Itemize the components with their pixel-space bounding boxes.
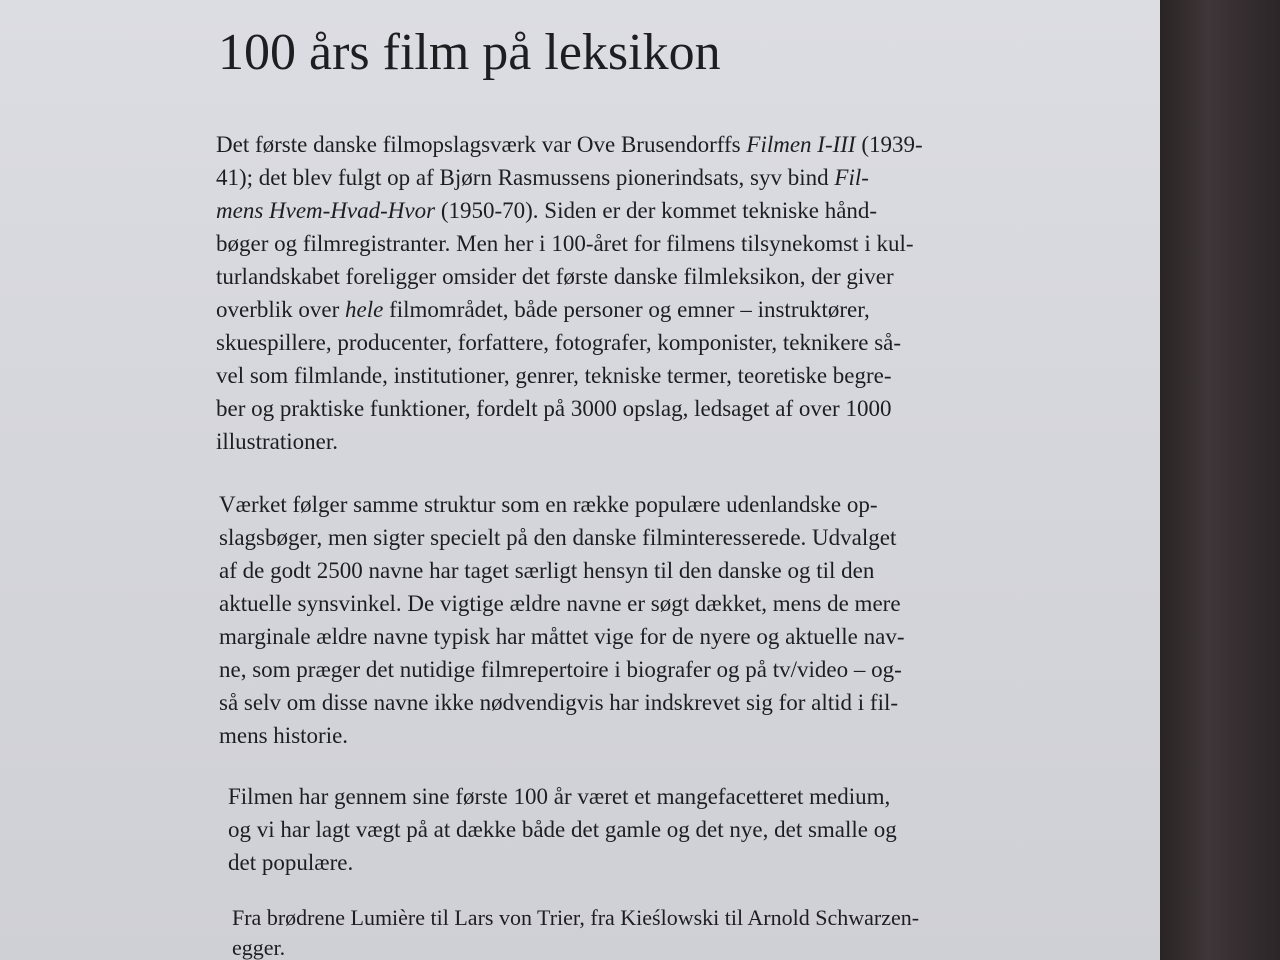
- text-line: 41); det blev fulgt op af Bjørn Rasmussens pionerindsats, syv bind Fil-: [216, 165, 869, 190]
- text-line: egger.: [232, 935, 286, 960]
- paragraph-2: [216, 488, 1086, 752]
- text-line: og vi har lagt vægt på at dække både det gamle og det nye, det smalle og: [228, 817, 897, 842]
- text-line: det populære.: [228, 850, 354, 875]
- paragraph-3: [216, 780, 1086, 879]
- text-line: slagsbøger, men sigter specielt på den danske filminteresserede. Udvalget: [219, 525, 897, 550]
- text-line: af de godt 2500 navne har taget særligt hensyn til den danske og til den: [219, 558, 875, 583]
- text-line: ber og praktiske funktioner, fordelt på 3000 opslag, ledsaget af over 1000: [216, 396, 892, 421]
- italic-title: hele: [345, 297, 384, 322]
- text-line: Fra brødrene Lumière til Lars von Trier, fra Kieślowski til Arnold Schwarzen-: [232, 905, 920, 930]
- text-line: bøger og filmregistranter. Men her i 100-året for filmens tilsynekomst i kul-: [216, 231, 914, 256]
- text-line: mens Hvem-Hvad-Hvor (1950-70). Siden er der kommet tekniske hånd-: [216, 198, 878, 223]
- text-line: skuespillere, producenter, forfattere, fotografer, komponister, teknikere så-: [216, 330, 902, 355]
- text-line: marginale ældre navne typisk har måttet vige for de nyere og aktuelle nav-: [219, 624, 905, 649]
- page-content: [216, 18, 1086, 960]
- italic-title: Fil-: [834, 165, 869, 190]
- text-line: Filmen har gennem sine første 100 år været et mangefacetteret medium,: [228, 784, 891, 809]
- text-line: mens historie.: [219, 723, 349, 748]
- text-line: så selv om disse navne ikke nødvendigvis har indskrevet sig for altid i fil-: [219, 690, 899, 715]
- page-title: 100 års film på leksikon: [218, 24, 721, 81]
- text-line: aktuelle synsvinkel. De vigtige ældre navne er søgt dækket, mens de mere: [219, 591, 901, 616]
- text-line: illustrationer.: [216, 429, 339, 454]
- paragraph-4: [216, 903, 1086, 960]
- italic-title: Filmen I-III: [746, 132, 856, 157]
- text-line: overblik over hele filmområdet, både personer og emner – instruktører,: [216, 297, 870, 322]
- text-line: ne, som præger det nutidige filmrepertoire i biografer og på tv/video – og-: [219, 657, 902, 682]
- text-line: Værket følger samme struktur som en række populære udenlandske op-: [219, 492, 878, 517]
- paragraph-1: [216, 128, 1086, 458]
- text-line: turlandskabet foreligger omsider det første danske filmleksikon, der giver: [216, 264, 894, 289]
- text-line: Det første danske filmopslagsværk var Ove Brusendorffs Filmen I-III (1939-: [216, 132, 923, 157]
- dark-background: [1160, 0, 1280, 960]
- italic-title: mens Hvem-Hvad-Hvor: [216, 198, 436, 223]
- text-line: vel som filmlande, institutioner, genrer, tekniske termer, teoretiske begre-: [216, 363, 892, 388]
